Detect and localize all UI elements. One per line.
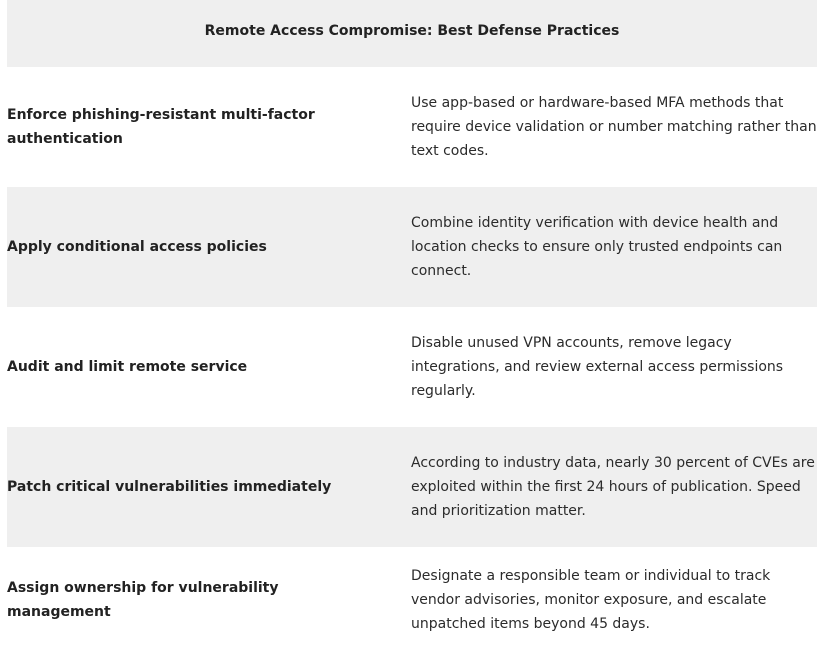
detail-cell: Use app-based or hardware-based MFA methods that require device validation or number matching rather than text codes. <box>411 95 817 159</box>
table-title: Remote Access Compromise: Best Defense Practices <box>204 23 620 39</box>
table-row <box>7 547 817 653</box>
practice-cell: Apply conditional access policies <box>7 239 267 255</box>
table-row <box>7 187 817 307</box>
table-row <box>7 307 817 427</box>
best-practices-table <box>7 0 817 653</box>
table-header <box>7 0 817 67</box>
detail-cell: According to industry data, nearly 30 percent of CVEs are exploited within the first 24 hours of publication. Speed and prioritization matter. <box>411 455 815 519</box>
table-row <box>7 67 817 187</box>
detail-cell: Disable unused VPN accounts, remove legacy integrations, and review external access permissions regularly. <box>411 335 784 399</box>
practice-cell: Audit and limit remote service <box>7 359 248 375</box>
practice-cell: Enforce phishing-resistant multi-factor authentication <box>7 107 315 147</box>
table-row <box>7 427 817 547</box>
detail-cell: Designate a responsible team or individual to track vendor advisories, monitor exposure, and escalate unpatched items beyond 45 days. <box>411 568 771 632</box>
practice-cell: Assign ownership for vulnerability management <box>7 580 279 620</box>
practice-cell: Patch critical vulnerabilities immediately <box>7 479 332 495</box>
detail-cell: Combine identity verification with device health and location checks to ensure only trusted endpoints can connect. <box>411 215 783 279</box>
